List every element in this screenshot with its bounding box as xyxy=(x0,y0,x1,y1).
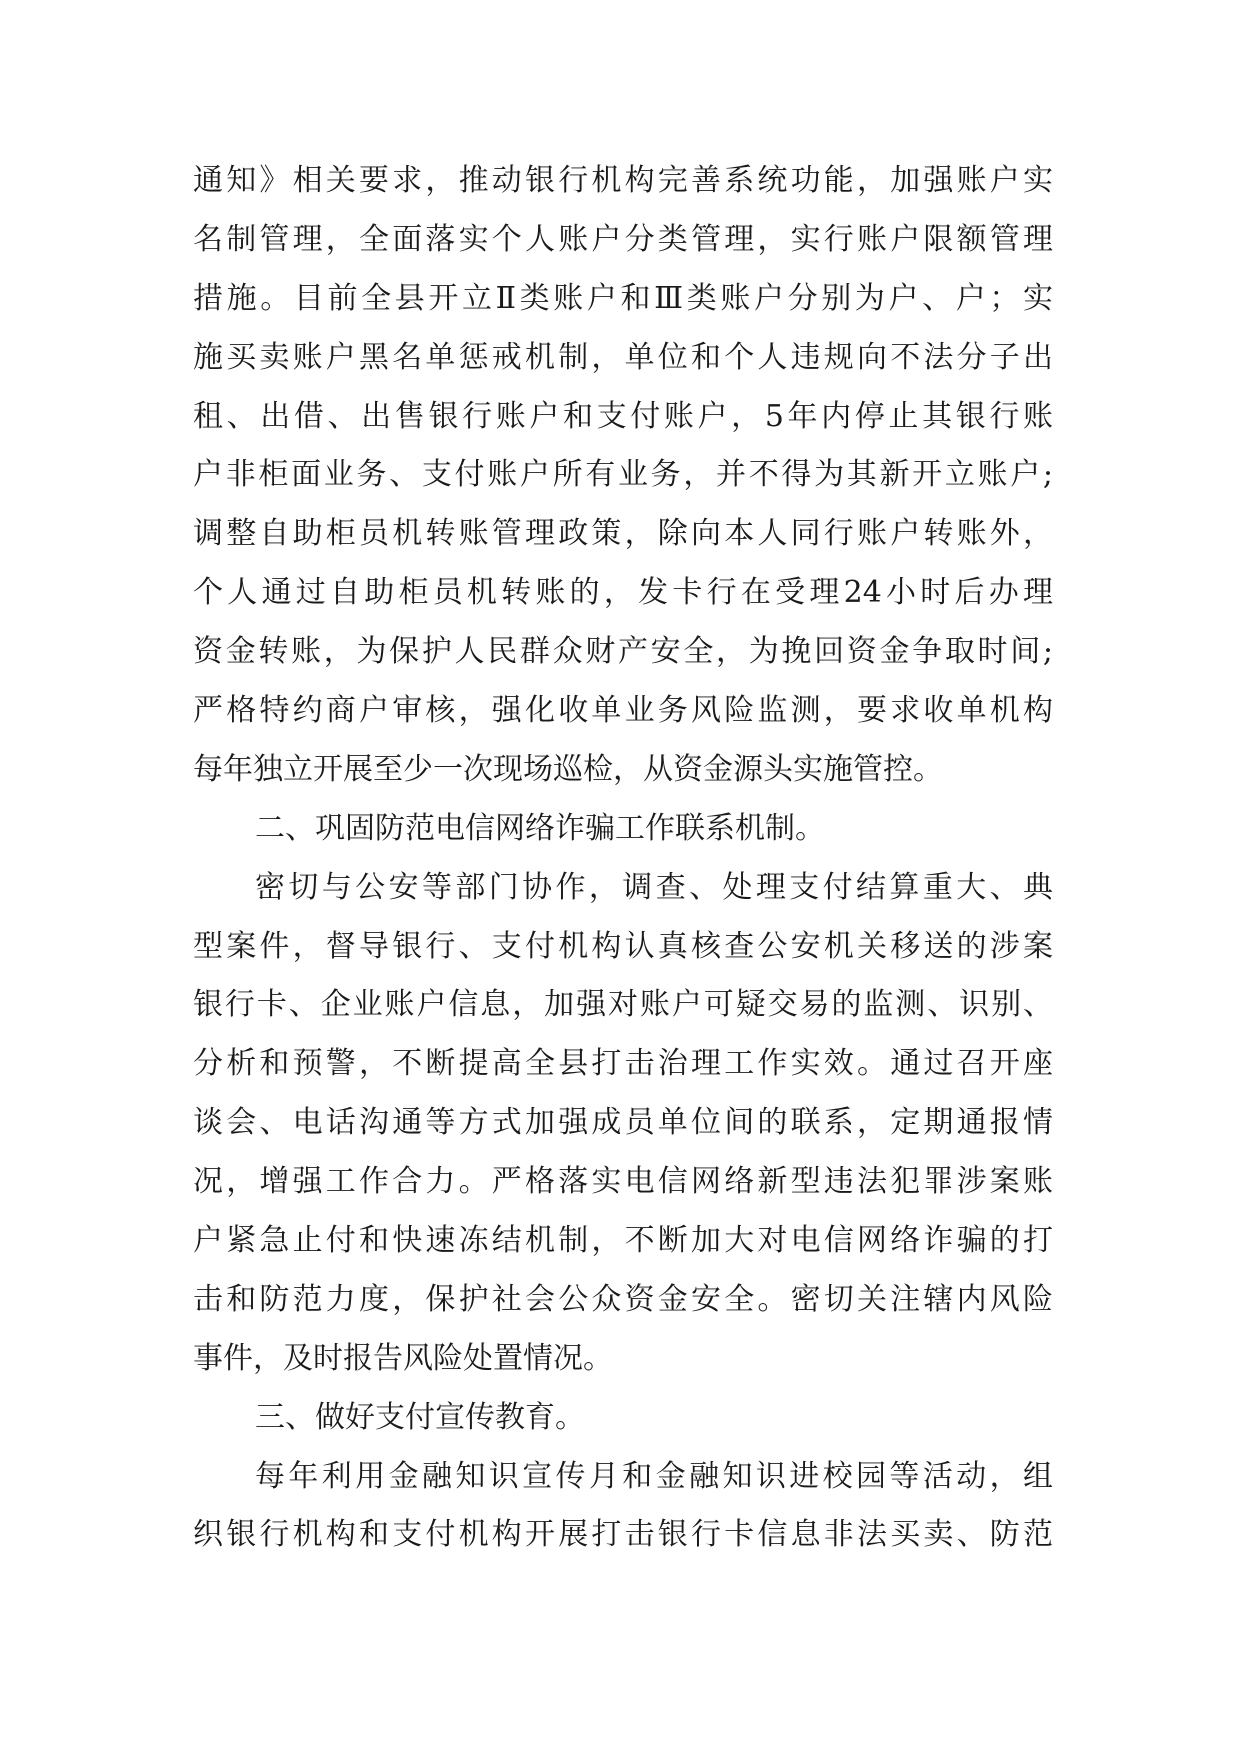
text-line: 二、巩固防范电信网络诈骗工作联系机制。 xyxy=(255,810,825,846)
text-line: 况，增强工作合力。严格落实电信网络新型违法犯罪涉案账 xyxy=(193,1164,1053,1200)
text-line: 谈会、电话沟通等方式加强成员单位间的联系，定期通报情 xyxy=(193,1105,1053,1141)
text-line: 通知》相关要求，推动银行机构完善系统功能，加强账户实 xyxy=(193,163,1053,198)
text-line: 租、出借、出售银行账户和支付账户，5年内停止其银行账 xyxy=(193,398,1053,434)
text-line: 个人通过自助柜员机转账的，发卡行在受理24小时后办理 xyxy=(193,575,1053,611)
document-body xyxy=(193,163,1053,1576)
text-line: 名制管理，全面落实个人账户分类管理，实行账户限额管理 xyxy=(193,221,1053,257)
text-line: 调整自助柜员机转账管理政策，除向本人同行账户转账外， xyxy=(193,516,1053,552)
text-line: 分析和预警，不断提高全县打击治理工作实效。通过召开座 xyxy=(193,1046,1053,1082)
text-line: 织银行机构和支付机构开展打击银行卡信息非法买卖、防范 xyxy=(193,1517,1053,1553)
text-line: 密切与公安等部门协作，调查、处理支付结算重大、典 xyxy=(255,869,1053,905)
text-line: 型案件，督导银行、支付机构认真核查公安机关移送的涉案 xyxy=(193,928,1053,964)
text-line: 三、做好支付宣传教育。 xyxy=(255,1399,585,1435)
text-line: 措施。目前全县开立Ⅱ类账户和Ⅲ类账户分别为户、户；实 xyxy=(193,280,1053,316)
text-line: 施买卖账户黑名单惩戒机制，单位和个人违规向不法分子出 xyxy=(193,339,1053,375)
text-line: 银行卡、企业账户信息，加强对账户可疑交易的监测、识别、 xyxy=(193,987,1053,1023)
text-line: 每年利用金融知识宣传月和金融知识进校园等活动，组 xyxy=(255,1458,1053,1494)
text-line: 严格特约商户审核，强化收单业务风险监测，要求收单机构 xyxy=(193,693,1053,729)
text-line: 户非柜面业务、支付账户所有业务，并不得为其新开立账户; xyxy=(193,457,1053,493)
text-line: 户紧急止付和快速冻结机制，不断加大对电信网络诈骗的打 xyxy=(193,1223,1053,1259)
text-line: 资金转账，为保护人民群众财产安全，为挽回资金争取时间; xyxy=(193,634,1053,670)
text-line: 每年独立开展至少一次现场巡检，从资金源头实施管控。 xyxy=(193,751,943,787)
text-line: 事件，及时报告风险处置情况。 xyxy=(193,1340,613,1376)
text-line: 击和防范力度，保护社会公众资金安全。密切关注辖内风险 xyxy=(193,1281,1053,1317)
